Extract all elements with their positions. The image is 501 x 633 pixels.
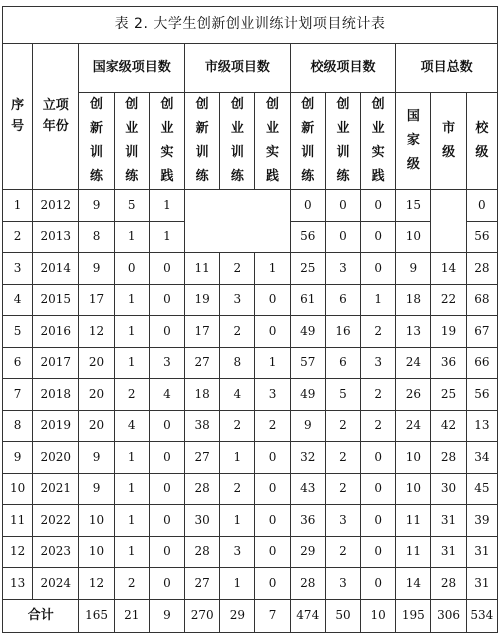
cell-national-innovation: 12 [79, 568, 114, 600]
cell-city-innovation: 19 [185, 284, 220, 316]
total-cell-city-practice: 7 [255, 599, 290, 632]
cell-city-innovation: 27 [185, 347, 220, 379]
total-cell-total-national: 195 [396, 599, 431, 632]
cell-national-innovation: 8 [79, 221, 114, 253]
cell-city-entrepreneurship: 2 [220, 473, 255, 505]
cell-school-entrepreneurship: 0 [325, 190, 360, 222]
cell-year: 2018 [33, 379, 79, 411]
cell-national-entrepreneurship: 1 [114, 473, 149, 505]
cell-school-entrepreneurship: 6 [325, 284, 360, 316]
cell-year: 2015 [33, 284, 79, 316]
cell-total-school: 34 [466, 442, 497, 474]
cell-total-city: 25 [431, 379, 466, 411]
cell-total-school: 66 [466, 347, 497, 379]
cell-national-innovation: 17 [79, 284, 114, 316]
total-cell-national-innovation: 165 [79, 599, 114, 632]
cell-national-practice: 0 [149, 505, 184, 537]
header-school-practice: 创业实践 [361, 93, 396, 190]
cell-school-innovation: 32 [290, 442, 325, 474]
cell-year: 2023 [33, 536, 79, 568]
table-row [3, 190, 498, 222]
cell-national-innovation: 20 [79, 410, 114, 442]
cell-total-national: 9 [396, 253, 431, 285]
cell-school-practice: 0 [361, 190, 396, 222]
cell-school-practice: 2 [361, 316, 396, 348]
cell-city-innovation: 27 [185, 568, 220, 600]
cell-school-entrepreneurship: 0 [325, 221, 360, 253]
header-national-practice: 创业实践 [149, 93, 184, 190]
cell-national-practice: 3 [149, 347, 184, 379]
header-total-group: 项目总数 [396, 44, 498, 93]
cell-city-practice: 0 [255, 536, 290, 568]
cell-school-practice: 2 [361, 410, 396, 442]
cell-total-school: 13 [466, 410, 497, 442]
cell-school-innovation: 49 [290, 379, 325, 411]
header-city-innovation: 创新训练 [185, 93, 220, 190]
cell-city-entrepreneurship: 3 [220, 536, 255, 568]
cell-city-entrepreneurship: 1 [220, 505, 255, 537]
cell-city-entrepreneurship: 2 [220, 316, 255, 348]
cell-index: 6 [3, 347, 33, 379]
cell-school-innovation: 28 [290, 568, 325, 600]
cell-school-entrepreneurship: 2 [325, 536, 360, 568]
cell-total-city: 30 [431, 473, 466, 505]
cell-national-practice: 0 [149, 473, 184, 505]
cell-year: 2014 [33, 253, 79, 285]
cell-total-national: 13 [396, 316, 431, 348]
cell-index: 2 [3, 221, 33, 253]
total-cell-school-innovation: 474 [290, 599, 325, 632]
cell-total-city-empty [431, 190, 466, 253]
cell-total-school: 31 [466, 536, 497, 568]
cell-total-school: 39 [466, 505, 497, 537]
cell-year: 2019 [33, 410, 79, 442]
cell-total-national: 24 [396, 347, 431, 379]
cell-national-entrepreneurship: 1 [114, 347, 149, 379]
cell-year: 2022 [33, 505, 79, 537]
cell-national-innovation: 10 [79, 505, 114, 537]
cell-school-innovation: 9 [290, 410, 325, 442]
header-total-city: 市级 [431, 93, 466, 190]
cell-school-innovation: 56 [290, 221, 325, 253]
cell-national-practice: 0 [149, 410, 184, 442]
header-national-entrepreneurship: 创业训练 [114, 93, 149, 190]
header-school-entrepreneurship: 创业训练 [325, 93, 360, 190]
statistics-table [2, 6, 498, 633]
cell-school-entrepreneurship: 3 [325, 568, 360, 600]
cell-national-entrepreneurship: 1 [114, 442, 149, 474]
cell-school-practice: 0 [361, 253, 396, 285]
cell-city-innovation: 18 [185, 379, 220, 411]
cell-year: 2012 [33, 190, 79, 222]
cell-total-city: 14 [431, 253, 466, 285]
total-cell-school-practice: 10 [361, 599, 396, 632]
cell-total-city: 22 [431, 284, 466, 316]
cell-school-practice: 2 [361, 379, 396, 411]
cell-total-national: 10 [396, 442, 431, 474]
cell-school-innovation: 0 [290, 190, 325, 222]
cell-national-innovation: 9 [79, 190, 114, 222]
cell-school-practice: 1 [361, 284, 396, 316]
cell-total-city: 28 [431, 442, 466, 474]
cell-year: 2020 [33, 442, 79, 474]
cell-school-practice: 0 [361, 536, 396, 568]
cell-city-practice: 1 [255, 347, 290, 379]
cell-national-entrepreneurship: 2 [114, 379, 149, 411]
cell-total-national: 11 [396, 505, 431, 537]
cell-total-school: 28 [466, 253, 497, 285]
cell-city-practice: 1 [255, 253, 290, 285]
cell-index: 4 [3, 284, 33, 316]
cell-school-innovation: 49 [290, 316, 325, 348]
cell-city-entrepreneurship: 4 [220, 379, 255, 411]
cell-national-innovation: 12 [79, 316, 114, 348]
cell-national-entrepreneurship: 1 [114, 505, 149, 537]
table-row [3, 347, 498, 379]
cell-total-national: 18 [396, 284, 431, 316]
total-cell-city-innovation: 270 [185, 599, 220, 632]
table-row [3, 316, 498, 348]
cell-index: 7 [3, 379, 33, 411]
cell-national-entrepreneurship: 1 [114, 221, 149, 253]
cell-index: 10 [3, 473, 33, 505]
table-row [3, 253, 498, 285]
cell-city-entrepreneurship: 1 [220, 568, 255, 600]
header-city-practice: 创业实践 [255, 93, 290, 190]
header-total-school: 校级 [466, 93, 497, 190]
header-city-group: 市级项目数 [185, 44, 291, 93]
cell-index: 5 [3, 316, 33, 348]
table-row [3, 536, 498, 568]
total-label: 合计 [3, 599, 79, 632]
cell-national-practice: 0 [149, 284, 184, 316]
cell-national-practice: 1 [149, 190, 184, 222]
header-national-innovation: 创新训练 [79, 93, 114, 190]
cell-index: 3 [3, 253, 33, 285]
cell-school-innovation: 36 [290, 505, 325, 537]
cell-total-national: 14 [396, 568, 431, 600]
cell-total-national: 15 [396, 190, 431, 222]
cell-city-practice: 0 [255, 284, 290, 316]
table-row [3, 505, 498, 537]
cell-total-school: 68 [466, 284, 497, 316]
cell-total-city: 31 [431, 536, 466, 568]
cell-city-practice: 0 [255, 505, 290, 537]
cell-national-innovation: 10 [79, 536, 114, 568]
cell-national-entrepreneurship: 1 [114, 536, 149, 568]
cell-school-entrepreneurship: 3 [325, 505, 360, 537]
cell-city-innovation: 17 [185, 316, 220, 348]
table-row [3, 568, 498, 600]
cell-school-entrepreneurship: 5 [325, 379, 360, 411]
total-cell-national-entrepreneurship: 21 [114, 599, 149, 632]
cell-city-innovation: 38 [185, 410, 220, 442]
cell-national-entrepreneurship: 1 [114, 284, 149, 316]
cell-total-national: 10 [396, 473, 431, 505]
cell-index: 8 [3, 410, 33, 442]
cell-school-practice: 0 [361, 442, 396, 474]
cell-total-school: 45 [466, 473, 497, 505]
total-cell-city-entrepreneurship: 29 [220, 599, 255, 632]
cell-school-practice: 0 [361, 221, 396, 253]
cell-school-innovation: 57 [290, 347, 325, 379]
table-row [3, 473, 498, 505]
cell-city-entrepreneurship: 2 [220, 253, 255, 285]
header-national-group: 国家级项目数 [79, 44, 185, 93]
cell-school-innovation: 43 [290, 473, 325, 505]
cell-year: 2013 [33, 221, 79, 253]
cell-total-national: 26 [396, 379, 431, 411]
cell-total-national: 10 [396, 221, 431, 253]
cell-total-national: 11 [396, 536, 431, 568]
cell-school-entrepreneurship: 6 [325, 347, 360, 379]
cell-school-entrepreneurship: 3 [325, 253, 360, 285]
cell-year: 2024 [33, 568, 79, 600]
cell-year: 2021 [33, 473, 79, 505]
total-cell-total-city: 306 [431, 599, 466, 632]
header-city-entrepreneurship: 创业训练 [220, 93, 255, 190]
table-caption: 表 2. 大学生创新创业训练计划项目统计表 [3, 7, 498, 44]
cell-total-school: 67 [466, 316, 497, 348]
cell-national-practice: 0 [149, 253, 184, 285]
cell-school-entrepreneurship: 16 [325, 316, 360, 348]
cell-national-entrepreneurship: 5 [114, 190, 149, 222]
cell-national-practice: 0 [149, 442, 184, 474]
cell-city-practice: 0 [255, 442, 290, 474]
cell-index: 9 [3, 442, 33, 474]
cell-national-entrepreneurship: 1 [114, 316, 149, 348]
cell-year: 2016 [33, 316, 79, 348]
total-cell-national-practice: 9 [149, 599, 184, 632]
cell-national-entrepreneurship: 2 [114, 568, 149, 600]
header-school-innovation: 创新训练 [290, 93, 325, 190]
cell-total-school: 56 [466, 379, 497, 411]
cell-school-innovation: 25 [290, 253, 325, 285]
cell-national-practice: 0 [149, 568, 184, 600]
cell-total-national: 24 [396, 410, 431, 442]
cell-city-practice: 2 [255, 410, 290, 442]
table-row [3, 284, 498, 316]
cell-city-innovation: 27 [185, 442, 220, 474]
cell-national-practice: 0 [149, 536, 184, 568]
cell-city-entrepreneurship: 2 [220, 410, 255, 442]
cell-total-school: 56 [466, 221, 497, 253]
cell-national-entrepreneurship: 0 [114, 253, 149, 285]
cell-national-practice: 0 [149, 316, 184, 348]
cell-national-innovation: 9 [79, 442, 114, 474]
cell-school-practice: 0 [361, 473, 396, 505]
cell-index: 1 [3, 190, 33, 222]
cell-total-city: 36 [431, 347, 466, 379]
cell-total-city: 31 [431, 505, 466, 537]
cell-city-innovation: 28 [185, 473, 220, 505]
cell-city-practice: 3 [255, 379, 290, 411]
cell-city-practice: 0 [255, 473, 290, 505]
cell-total-city: 19 [431, 316, 466, 348]
cell-national-practice: 1 [149, 221, 184, 253]
cell-city-practice: 0 [255, 316, 290, 348]
cell-national-entrepreneurship: 4 [114, 410, 149, 442]
cell-school-entrepreneurship: 2 [325, 410, 360, 442]
cell-total-city: 42 [431, 410, 466, 442]
cell-index: 11 [3, 505, 33, 537]
cell-index: 12 [3, 536, 33, 568]
total-cell-school-entrepreneurship: 50 [325, 599, 360, 632]
cell-city-entrepreneurship: 8 [220, 347, 255, 379]
header-school-group: 校级项目数 [290, 44, 396, 93]
cell-city-innovation: 28 [185, 536, 220, 568]
cell-city-empty [185, 190, 291, 253]
table-row [3, 379, 498, 411]
cell-school-practice: 3 [361, 347, 396, 379]
cell-school-practice: 0 [361, 505, 396, 537]
cell-index: 13 [3, 568, 33, 600]
cell-city-practice: 0 [255, 568, 290, 600]
cell-total-school: 31 [466, 568, 497, 600]
table-row [3, 410, 498, 442]
cell-city-entrepreneurship: 1 [220, 442, 255, 474]
cell-school-innovation: 29 [290, 536, 325, 568]
cell-national-innovation: 9 [79, 473, 114, 505]
cell-national-innovation: 20 [79, 347, 114, 379]
cell-national-practice: 4 [149, 379, 184, 411]
cell-total-school: 0 [466, 190, 497, 222]
cell-city-innovation: 30 [185, 505, 220, 537]
cell-year: 2017 [33, 347, 79, 379]
table-row [3, 442, 498, 474]
cell-city-entrepreneurship: 3 [220, 284, 255, 316]
cell-national-innovation: 9 [79, 253, 114, 285]
cell-national-innovation: 20 [79, 379, 114, 411]
cell-total-city: 28 [431, 568, 466, 600]
header-total-national: 国家级 [396, 93, 431, 190]
cell-city-innovation: 11 [185, 253, 220, 285]
cell-school-entrepreneurship: 2 [325, 473, 360, 505]
cell-school-practice: 0 [361, 568, 396, 600]
cell-school-innovation: 61 [290, 284, 325, 316]
table-total-row [3, 599, 498, 632]
cell-school-entrepreneurship: 2 [325, 442, 360, 474]
header-year: 立项年份 [33, 44, 79, 190]
total-cell-total-school: 534 [466, 599, 497, 632]
header-index: 序号 [3, 44, 33, 190]
